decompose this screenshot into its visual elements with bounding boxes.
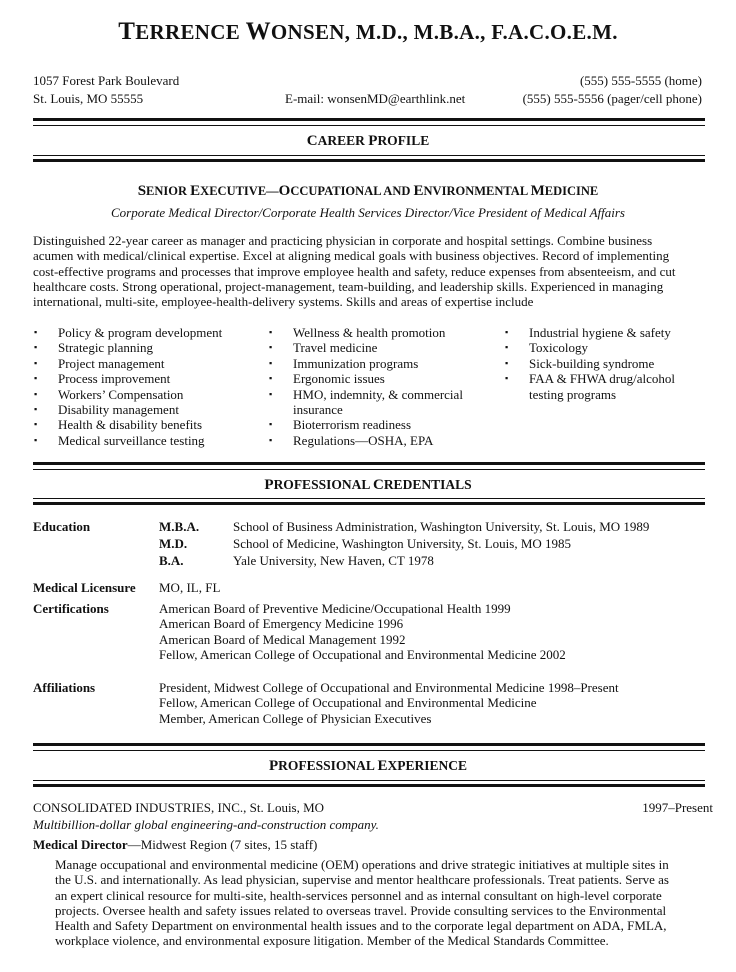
list-item: ▪ Regulations—OSHA, EPA bbox=[269, 432, 434, 448]
company-description: Multibillion-dollar global engineering-and-construction company. bbox=[33, 817, 379, 832]
list-item: ▪ Toxicology bbox=[505, 340, 589, 356]
list-item: ▪ Disability management bbox=[34, 402, 179, 418]
section-heading-credentials: PROFESSIONAL CREDENTIALS bbox=[264, 477, 472, 493]
list-item: ▪ Strategic planning bbox=[34, 340, 153, 356]
bullet-icon: ▪ bbox=[505, 327, 509, 337]
list-item: Fellow, American College of Occupational and Environmental Medicine 2002 bbox=[159, 646, 566, 662]
skills-column-1 bbox=[33, 325, 222, 448]
list-item: ▪ Policy & program development bbox=[34, 325, 223, 340]
divider bbox=[33, 118, 705, 121]
divider bbox=[33, 469, 705, 470]
email: E-mail: wonsenMD@earthlink.net bbox=[285, 91, 466, 106]
skills-column-3 bbox=[504, 325, 675, 402]
bullet-icon: ▪ bbox=[34, 342, 38, 353]
divider bbox=[33, 743, 705, 746]
role-title: Medical Director—Midwest Region (7 sites, 15 staff) bbox=[33, 837, 318, 852]
role-line: projects. Oversee health and safety issues related to overseas travel. Provide consulting services to the Environmental bbox=[55, 902, 667, 918]
bullet-icon: ▪ bbox=[269, 419, 273, 430]
school: School of Business Administration, Washington University, St. Louis, MO 1989 bbox=[233, 519, 650, 534]
address-line-2: St. Louis, MO 55555 bbox=[33, 91, 144, 106]
degree: B.A. bbox=[159, 553, 184, 568]
certifications-label: Certifications bbox=[33, 601, 109, 616]
bullet-icon: ▪ bbox=[34, 357, 38, 368]
divider bbox=[33, 125, 705, 126]
list-item: ▪ FAA & FHWA drug/alcohol bbox=[505, 371, 676, 387]
summary-line: cost-effective programs and processes that improve employee health and safety, reduce expenses from absenteeism, and cut bbox=[33, 263, 676, 279]
role-description bbox=[55, 857, 725, 949]
company-name: CONSOLIDATED INDUSTRIES, INC., St. Louis, MO bbox=[33, 800, 325, 815]
certifications-list bbox=[159, 601, 566, 662]
bullet-icon: ▪ bbox=[505, 373, 509, 384]
section-heading-experience: PROFESSIONAL EXPERIENCE bbox=[268, 758, 468, 774]
bullet-icon: ▪ bbox=[34, 404, 38, 415]
divider bbox=[33, 784, 705, 787]
summary-line: international, multi-site, employee-health-delivery systems. Skills and areas of expertise include bbox=[33, 294, 534, 310]
bullet-icon: ▪ bbox=[34, 327, 38, 337]
education-label: Education bbox=[33, 519, 91, 534]
phone-home: (555) 555-5555 (home) bbox=[579, 73, 702, 88]
list-item: Fellow, American College of Occupational and Environmental Medicine bbox=[159, 695, 537, 711]
summary-line: Distinguished 22-year career as manager and practicing physician in corporate and hospital settings. Combine business bbox=[33, 233, 653, 248]
list-item: ▪ Medical surveillance testing bbox=[34, 432, 205, 448]
list-item: ▪ HMO, indemnity, & commercial bbox=[269, 386, 463, 402]
list-item-continuation: testing programs bbox=[529, 386, 617, 402]
list-item: ▪ Bioterrorism readiness bbox=[269, 417, 412, 433]
bullet-icon: ▪ bbox=[269, 434, 273, 445]
summary bbox=[33, 233, 713, 309]
bullet-icon: ▪ bbox=[269, 373, 273, 384]
role-line: Health and Safety Department on environmental health issues and to the corporate legal department on ADA, FMLA, bbox=[55, 918, 667, 934]
list-item: President, Midwest College of Occupational and Environmental Medicine 1998–Present bbox=[159, 680, 619, 695]
phone-cell: (555) 555-5556 (pager/cell phone) bbox=[522, 91, 702, 106]
school: Yale University, New Haven, CT 1978 bbox=[233, 553, 434, 568]
role-line: Manage occupational and environmental medicine (OEM) operations and drive strategic initiatives at multiple sites in bbox=[55, 857, 669, 872]
licensure-label: Medical Licensure bbox=[33, 580, 136, 595]
target-subtitle: Corporate Medical Director/Corporate Health Services Director/Vice President of Medical Affairs bbox=[110, 205, 625, 220]
degree: M.D. bbox=[159, 536, 188, 551]
target-title: SENIOR EXECUTIVE—OCCUPATIONAL AND ENVIRONMENTAL MEDICINE bbox=[137, 183, 599, 199]
divider bbox=[33, 750, 705, 751]
list-item: ▪ Travel medicine bbox=[269, 340, 378, 356]
list-item: ▪ Wellness & health promotion bbox=[269, 325, 446, 340]
list-item: American Board of Preventive Medicine/Occupational Health 1999 bbox=[159, 601, 511, 616]
list-item: ▪ Health & disability benefits bbox=[34, 417, 203, 433]
list-item: ▪ Sick-building syndrome bbox=[505, 355, 655, 371]
skills-column-2 bbox=[268, 325, 463, 448]
affiliations-label: Affiliations bbox=[33, 680, 96, 695]
summary-line: healthcare costs. Strong operational, project-management, team-building, and leadership skills. Experienced in managing bbox=[33, 278, 664, 294]
bullet-icon: ▪ bbox=[34, 434, 38, 445]
list-item: Member, American College of Physician Executives bbox=[159, 710, 432, 726]
list-item: ▪ Immunization programs bbox=[269, 355, 419, 371]
bullet-icon: ▪ bbox=[269, 327, 273, 337]
bullet-icon: ▪ bbox=[34, 388, 38, 399]
divider bbox=[33, 462, 705, 465]
bullet-icon: ▪ bbox=[505, 357, 509, 368]
list-item: ▪ Industrial hygiene & safety bbox=[505, 325, 671, 340]
bullet-icon: ▪ bbox=[269, 357, 273, 368]
degree: M.B.A. bbox=[159, 519, 200, 534]
school: School of Medicine, Washington University, St. Louis, MO 1985 bbox=[233, 536, 572, 551]
candidate-name: TERRENCE WONSEN, M.D., M.B.A., F.A.C.O.E.M. bbox=[118, 18, 618, 45]
bullet-icon: ▪ bbox=[269, 342, 273, 353]
address-line-1: 1057 Forest Park Boulevard bbox=[33, 73, 180, 88]
role-line: workplace violence, and environmental exposure litigation. Member of the Medical Standards Committee. bbox=[55, 933, 609, 949]
bullet-icon: ▪ bbox=[269, 388, 273, 399]
divider bbox=[33, 159, 705, 162]
divider bbox=[33, 155, 705, 156]
divider bbox=[33, 780, 705, 781]
list-item: ▪ Workers’ Compensation bbox=[34, 386, 184, 402]
affiliations-list bbox=[159, 680, 619, 726]
divider bbox=[33, 502, 705, 505]
list-item-continuation: insurance bbox=[293, 402, 343, 418]
licensure-value: MO, IL, FL bbox=[159, 580, 221, 595]
role-line: an expert clinical resource for multi-site, health-services personnel and as internal consultant on high-level corporate bbox=[55, 887, 662, 903]
role-line: the U.S. and internationally. As lead physician, supervise and mentor healthcare professionals. Treat patients. Serve as bbox=[55, 872, 669, 888]
list-item: American Board of Emergency Medicine 1996 bbox=[159, 616, 404, 632]
divider bbox=[33, 498, 705, 499]
list-item: ▪ Process improvement bbox=[34, 371, 171, 387]
list-item: American Board of Medical Management 1992 bbox=[159, 631, 406, 647]
list-item: ▪ Project management bbox=[34, 355, 165, 371]
bullet-icon: ▪ bbox=[34, 373, 38, 384]
bullet-icon: ▪ bbox=[505, 342, 509, 353]
section-heading-career-profile: CAREER PROFILE bbox=[306, 133, 430, 149]
employment-dates: 1997–Present bbox=[642, 800, 713, 815]
bullet-icon: ▪ bbox=[34, 419, 38, 430]
list-item: ▪ Ergonomic issues bbox=[269, 371, 385, 387]
summary-line: acumen with medical/clinical expertise. Excel at aligning medical goals with business objectives. Record of implementing bbox=[33, 248, 670, 264]
